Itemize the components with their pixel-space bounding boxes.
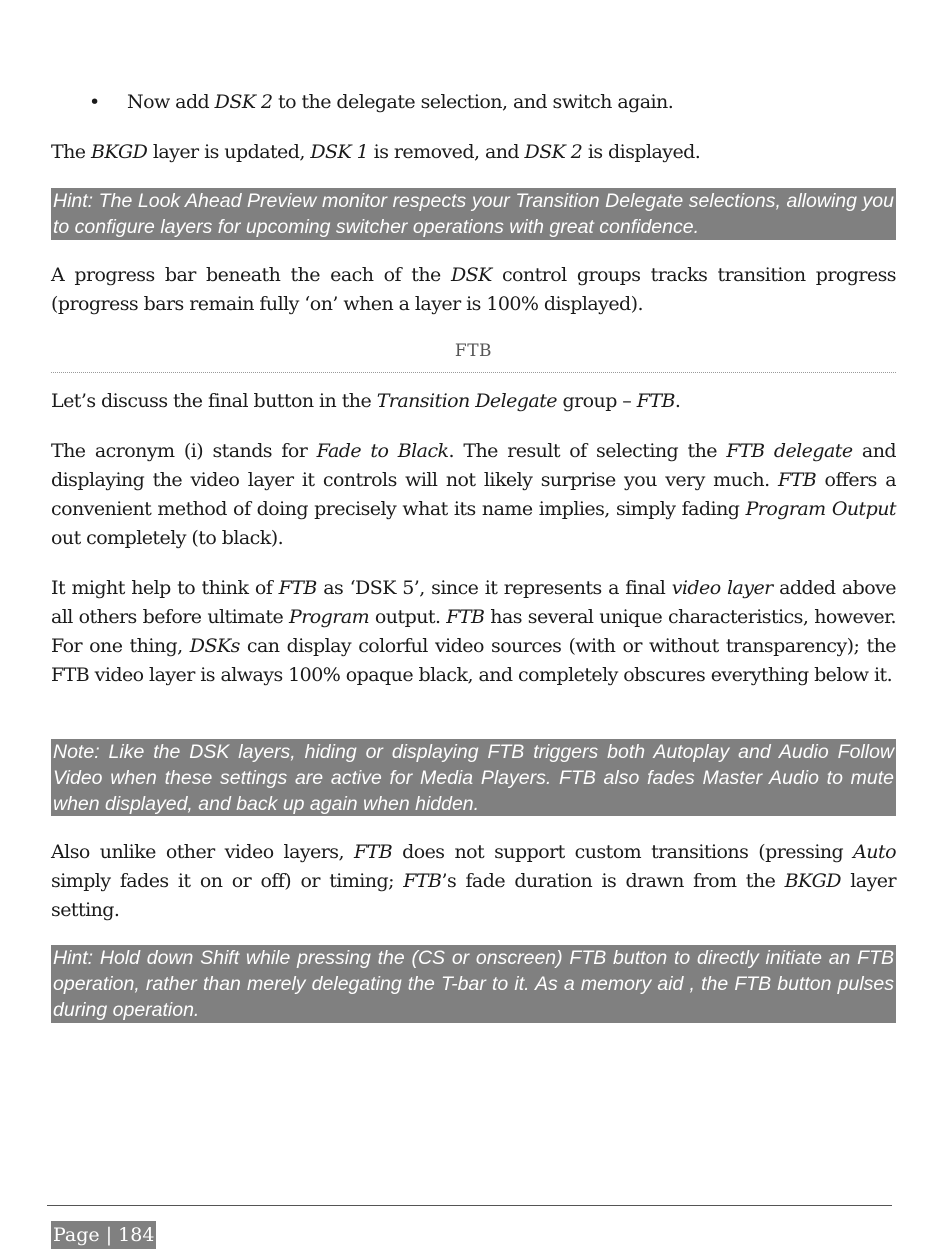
bullet-item <box>89 88 889 117</box>
note-callout-dsk-layers: Note: Like the DSK layers, hiding or displaying FTB triggers both Autoplay and Audio Follow Video when these settings are active for Media Players. FTB also fades Master Audio to mute when displayed, and back up again when hidden. <box>53 741 894 815</box>
hint-callout-shift-ftb: Hint: Hold down Shift while pressing the (CS or onscreen) FTB button to directly initiate an FTB operation, rather than merely delegating the T-bar to it. As a memory aid , the FTB button pulses during operation. <box>53 947 894 1021</box>
bullet-text: Now add DSK 2 to the delegate selection, and switch again. <box>127 91 674 113</box>
paragraph-ftb-intro: Let’s discuss the final button in the Transition Delegate group – FTB. <box>51 390 681 412</box>
paragraph-dsk5: It might help to think of FTB as ‘DSK 5’, since it represents a final video layer added above all others before ultimate Program output. FTB has several unique characteristics, however. For one thing, DSKs can display colorful video sources (with or without transparency); the FTB video layer is always 100% opaque black, and completely obscures everything below it. <box>51 577 897 686</box>
bullet-marker: • <box>89 91 100 113</box>
paragraph-fade-to-black: The acronym (i) stands for Fade to Black. The result of selecting the FTB delegate and displaying the video layer it controls will not likely surprise you very much. FTB offers a convenient method of doing precisely what its name implies, simply fading Program Output out completely (to black). <box>51 440 897 549</box>
page-number: Page | 184 <box>51 1221 156 1249</box>
paragraph-ftb-transitions: Also unlike other video layers, FTB does not support custom transitions (pressing Auto simply fades it on or off) or timing; FTB’s fade duration is drawn from the BKGD layer setting. <box>51 841 896 921</box>
hint-callout-look-ahead: Hint: The Look Ahead Preview monitor respects your Transition Delegate selections, allowing you to configure layers for upcoming switcher operations with great confidence. <box>53 190 894 238</box>
section-divider <box>51 372 896 373</box>
footer-divider <box>47 1205 892 1206</box>
paragraph-progress-bar: A progress bar beneath the each of the DSK control groups tracks transition progress (progress bars remain fully ‘on’ when a layer is 100% displayed). <box>51 264 896 315</box>
section-heading-ftb: FTB <box>454 341 493 361</box>
paragraph-bkgd-update: The BKGD layer is updated, DSK 1 is removed, and DSK 2 is displayed. <box>51 141 701 163</box>
